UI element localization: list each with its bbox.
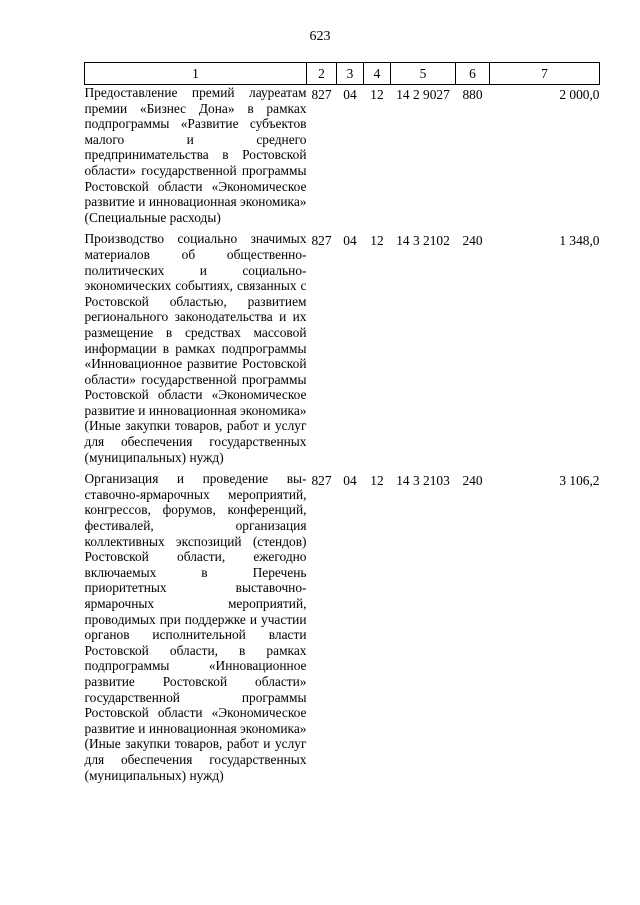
table-row — [85, 231, 600, 471]
row-description: Организация и проведение выставочно-ярмарочных мероприятий, конгрессов, форумов, конференций, фестивалей, организация коллективных экспозиций (стендов) Ростовской области, ежегодно включаемых в Перечень приоритетных выставочно-ярмарочных мероприятий, проводимых при поддержке и участии органов исполнительной власти Ростовской области, в рамках подпрограммы «Инновационное развитие Ростовской области» государственной программы Ростовской области «Экономическое развитие и инновационная экономика» (Иные закупки товаров, работ и услуг для обеспечения государственных (муниципальных) нужд) — [84, 471, 307, 783]
row-description: Предоставление премий лауреатам премии «Бизнес Дона» в рамках подпрограммы «Развитие субъектов малого и среднего предпринимательства в Ростовской области» государственной программы Ростовской области «Экономическое развитие и инновационная экономика» (Специальные расходы) — [84, 85, 307, 225]
cell-col-7: 2 000,0 — [559, 87, 600, 102]
header-col-7: 7 — [490, 63, 600, 85]
cell-col-5: 14 3 2103 — [396, 473, 450, 489]
cell-col-6: 880 — [462, 87, 483, 102]
header-col-1: 1 — [85, 63, 307, 85]
header-col-4: 4 — [364, 63, 391, 85]
cell-col-6: 240 — [462, 233, 483, 249]
header-row — [85, 63, 600, 85]
cell-col-2: 827 — [311, 473, 332, 489]
cell-col-7: 1 348,0 — [559, 233, 600, 249]
cell-col-6: 240 — [462, 473, 483, 489]
page-number: 623 — [309, 29, 331, 44]
budget-table — [84, 62, 600, 789]
header-col-3: 3 — [337, 63, 364, 85]
cell-col-4: 12 — [370, 87, 384, 102]
table-row — [85, 471, 600, 789]
header-col-5: 5 — [391, 63, 456, 85]
header-col-6: 6 — [456, 63, 490, 85]
cell-col-7: 3 106,2 — [559, 473, 600, 489]
cell-col-3: 04 — [343, 473, 357, 489]
header-col-2: 2 — [307, 63, 337, 85]
cell-col-4: 12 — [370, 233, 384, 249]
cell-col-5: 14 2 9027 — [396, 87, 450, 102]
cell-col-5: 14 3 2102 — [396, 233, 450, 249]
cell-col-3: 04 — [343, 87, 357, 102]
cell-col-2: 827 — [311, 87, 332, 102]
cell-col-3: 04 — [343, 233, 357, 249]
table-row — [85, 85, 600, 232]
cell-col-4: 12 — [370, 473, 384, 489]
cell-col-2: 827 — [311, 233, 332, 249]
row-description: Производство социально значимых материалов об общественно-политических и социально-экономических событиях, связанных с Ростовской областью, развитием регионального законодательства и их размещение в средствах массовой информации в рамках подпрограммы «Инновационное развитие Ростовской области» государственной программы Ростовской области «Экономическое развитие и инновационная экономика» (Иные закупки товаров, работ и услуг для обеспечения государственных (муниципальных) нужд) — [84, 231, 307, 465]
